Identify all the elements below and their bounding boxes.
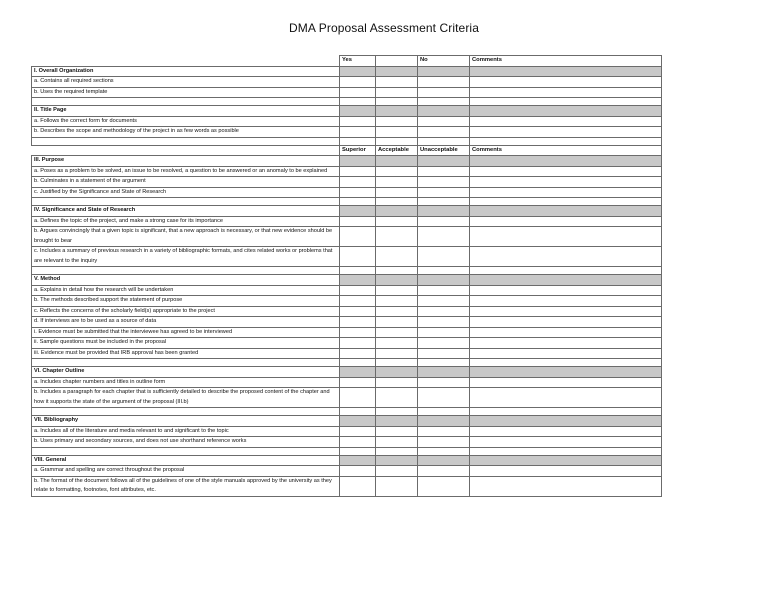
- rating-cell[interactable]: [376, 285, 418, 296]
- column-header: Comments: [470, 56, 662, 67]
- blank-cell: [418, 408, 470, 416]
- comment-cell[interactable]: [470, 166, 662, 177]
- rating-cell[interactable]: [418, 426, 470, 437]
- spacer-row: [32, 267, 662, 275]
- section-shaded-cell: [376, 416, 418, 427]
- criterion-row: [32, 338, 662, 349]
- rating-cell[interactable]: [340, 296, 376, 307]
- rating-cell[interactable]: [340, 437, 376, 448]
- rating-cell[interactable]: [376, 296, 418, 307]
- section-shaded-cell: [376, 156, 418, 167]
- spacer-row: [32, 198, 662, 206]
- section-shaded-cell: [470, 416, 662, 427]
- blank-cell: [376, 447, 418, 455]
- rating-cell[interactable]: [418, 116, 470, 127]
- criterion-text: b. Uses primary and secondary sources, and does not use shorthand reference works: [32, 437, 340, 448]
- section-shaded-cell: [340, 156, 376, 167]
- comment-cell[interactable]: [470, 285, 662, 296]
- section-title: VI. Chapter Outline: [32, 367, 340, 378]
- rating-cell[interactable]: [376, 187, 418, 198]
- rating-cell[interactable]: [340, 338, 376, 349]
- criterion-text: a. Defines the topic of the project, and make a strong case for its importance: [32, 216, 340, 227]
- rating-cell[interactable]: [340, 388, 376, 408]
- blank-cell: [470, 137, 662, 145]
- blank-cell: [418, 198, 470, 206]
- criterion-row: [32, 77, 662, 88]
- criterion-row: [32, 388, 662, 408]
- section-title: II. Title Page: [32, 106, 340, 117]
- comment-cell[interactable]: [470, 466, 662, 477]
- criterion-text: i. Evidence must be submitted that the interviewee has agreed to be interviewed: [32, 327, 340, 338]
- rating-cell[interactable]: [340, 87, 376, 98]
- rating-cell[interactable]: [376, 166, 418, 177]
- section-shaded-cell: [418, 416, 470, 427]
- column-header: Yes: [340, 56, 376, 67]
- rating-cell[interactable]: [340, 177, 376, 188]
- spacer-row: [32, 447, 662, 455]
- blank-cell: [470, 447, 662, 455]
- criterion-text: b. The methods described support the statement of purpose: [32, 296, 340, 307]
- section-shaded-cell: [340, 206, 376, 217]
- comment-cell[interactable]: [470, 227, 662, 247]
- rating-cell[interactable]: [418, 306, 470, 317]
- comment-cell[interactable]: [470, 348, 662, 359]
- comment-cell[interactable]: [470, 296, 662, 307]
- rating-cell[interactable]: [340, 377, 376, 388]
- criterion-row: [32, 166, 662, 177]
- rating-cell[interactable]: [418, 285, 470, 296]
- blank-cell: [340, 98, 376, 106]
- blank-cell: [32, 198, 340, 206]
- blank-cell: [418, 447, 470, 455]
- rating-cell[interactable]: [340, 77, 376, 88]
- criterion-row: [32, 348, 662, 359]
- criterion-text: a. Grammar and spelling are correct throughout the proposal: [32, 466, 340, 477]
- comment-cell[interactable]: [470, 216, 662, 227]
- criterion-text: a. Explains in detail how the research will be undertaken: [32, 285, 340, 296]
- criterion-row: [32, 285, 662, 296]
- rating-cell[interactable]: [418, 166, 470, 177]
- section-title: VIII. General: [32, 455, 340, 466]
- rating-cell[interactable]: [376, 116, 418, 127]
- criterion-text: a. Includes chapter numbers and titles in outline form: [32, 377, 340, 388]
- rating-cell[interactable]: [340, 476, 376, 496]
- criterion-text: a. Contains all required sections: [32, 77, 340, 88]
- section-shaded-cell: [470, 275, 662, 286]
- criterion-row: [32, 127, 662, 138]
- section-title: VII. Bibliography: [32, 416, 340, 427]
- blank-cell: [470, 267, 662, 275]
- blank-cell: [32, 359, 340, 367]
- section-title: IV. Significance and State of Research: [32, 206, 340, 217]
- rating-cell[interactable]: [418, 187, 470, 198]
- rating-cell[interactable]: [376, 87, 418, 98]
- rating-cell[interactable]: [376, 348, 418, 359]
- blank-cell: [32, 98, 340, 106]
- section-shaded-cell: [470, 206, 662, 217]
- rating-cell[interactable]: [418, 388, 470, 408]
- rating-cell[interactable]: [340, 426, 376, 437]
- section-shaded-cell: [470, 156, 662, 167]
- blank-cell: [470, 98, 662, 106]
- section-title: V. Method: [32, 275, 340, 286]
- header-blank-cell: [32, 145, 340, 156]
- section-title: I. Overall Organization: [32, 66, 340, 77]
- rating-cell[interactable]: [376, 77, 418, 88]
- rating-cell[interactable]: [340, 317, 376, 328]
- rating-cell[interactable]: [376, 327, 418, 338]
- criterion-row: [32, 116, 662, 127]
- criterion-row: [32, 437, 662, 448]
- criterion-row: [32, 216, 662, 227]
- rating-cell[interactable]: [340, 285, 376, 296]
- section-shaded-cell: [470, 106, 662, 117]
- rating-cell[interactable]: [340, 187, 376, 198]
- section-shaded-cell: [418, 367, 470, 378]
- comment-cell[interactable]: [470, 338, 662, 349]
- rating-cell[interactable]: [376, 247, 418, 267]
- comment-cell[interactable]: [470, 306, 662, 317]
- section-shaded-cell: [418, 275, 470, 286]
- section-shaded-cell: [418, 106, 470, 117]
- comment-cell[interactable]: [470, 247, 662, 267]
- criterion-text: c. Includes a summary of previous research in a variety of bibliographic formats, and cites related works or problems that are relevant to the inquiry: [32, 247, 340, 267]
- comment-cell[interactable]: [470, 437, 662, 448]
- criterion-row: [32, 476, 662, 496]
- blank-cell: [418, 137, 470, 145]
- rating-cell[interactable]: [418, 177, 470, 188]
- section-shaded-cell: [418, 455, 470, 466]
- rating-cell[interactable]: [376, 426, 418, 437]
- comment-cell[interactable]: [470, 177, 662, 188]
- criterion-text: ii. Sample questions must be included in the proposal: [32, 338, 340, 349]
- comment-cell[interactable]: [470, 187, 662, 198]
- rating-cell[interactable]: [418, 437, 470, 448]
- column-header: Acceptable: [376, 145, 418, 156]
- blank-cell: [376, 359, 418, 367]
- criterion-text: iii. Evidence must be provided that IRB approval has been granted: [32, 348, 340, 359]
- criterion-text: a. Poses as a problem to be solved, an issue to be resolved, a question to be answered or an anomaly to be explained: [32, 166, 340, 177]
- criterion-row: [32, 187, 662, 198]
- rating-cell[interactable]: [376, 317, 418, 328]
- rating-cell[interactable]: [340, 216, 376, 227]
- comment-cell[interactable]: [470, 127, 662, 138]
- rating-cell[interactable]: [376, 476, 418, 496]
- blank-cell: [376, 408, 418, 416]
- rating-cell[interactable]: [340, 116, 376, 127]
- section-shaded-cell: [340, 275, 376, 286]
- rating-cell[interactable]: [340, 466, 376, 477]
- criterion-row: [32, 177, 662, 188]
- section-shaded-cell: [340, 416, 376, 427]
- rating-cell[interactable]: [418, 87, 470, 98]
- comment-cell[interactable]: [470, 116, 662, 127]
- rating-cell[interactable]: [418, 338, 470, 349]
- rating-cell[interactable]: [418, 247, 470, 267]
- criterion-row: [32, 377, 662, 388]
- rating-cell[interactable]: [376, 216, 418, 227]
- comment-cell[interactable]: [470, 476, 662, 496]
- comment-cell[interactable]: [470, 426, 662, 437]
- section-shaded-cell: [340, 66, 376, 77]
- blank-cell: [376, 98, 418, 106]
- rating-cell[interactable]: [376, 466, 418, 477]
- rating-cell[interactable]: [340, 227, 376, 247]
- criterion-text: b. Uses the required template: [32, 87, 340, 98]
- blank-cell: [32, 267, 340, 275]
- comment-cell[interactable]: [470, 377, 662, 388]
- rating-cell[interactable]: [418, 77, 470, 88]
- blank-cell: [340, 267, 376, 275]
- criterion-row: [32, 306, 662, 317]
- criterion-row: [32, 87, 662, 98]
- blank-cell: [470, 359, 662, 367]
- rating-cell[interactable]: [376, 227, 418, 247]
- section-header-row: [32, 66, 662, 77]
- rating-cell[interactable]: [340, 348, 376, 359]
- rating-cell[interactable]: [376, 306, 418, 317]
- rating-cell[interactable]: [418, 476, 470, 496]
- column-header: Superior: [340, 145, 376, 156]
- criterion-row: [32, 327, 662, 338]
- section-header-row: [32, 416, 662, 427]
- blank-cell: [340, 137, 376, 145]
- criterion-row: [32, 247, 662, 267]
- section-shaded-cell: [418, 206, 470, 217]
- criterion-text: b. The format of the document follows all of the guidelines of one of the style manuals approved by the university as they relate to formatting, footnotes, font attributes, etc.: [32, 476, 340, 496]
- blank-cell: [470, 198, 662, 206]
- criterion-row: [32, 296, 662, 307]
- blank-cell: [418, 359, 470, 367]
- blank-cell: [418, 98, 470, 106]
- section-shaded-cell: [470, 66, 662, 77]
- rating-cell[interactable]: [418, 317, 470, 328]
- criterion-text: c. Justified by the Significance and State of Research: [32, 187, 340, 198]
- spacer-row: [32, 359, 662, 367]
- section-shaded-cell: [470, 367, 662, 378]
- column-header-row: [32, 145, 662, 156]
- section-header-row: [32, 367, 662, 378]
- blank-cell: [32, 447, 340, 455]
- rating-cell[interactable]: [376, 388, 418, 408]
- blank-cell: [340, 359, 376, 367]
- section-shaded-cell: [340, 367, 376, 378]
- rating-cell[interactable]: [418, 377, 470, 388]
- rating-cell[interactable]: [340, 127, 376, 138]
- column-header: Unacceptable: [418, 145, 470, 156]
- comment-cell[interactable]: [470, 327, 662, 338]
- assessment-table: [31, 55, 662, 497]
- blank-cell: [32, 137, 340, 145]
- rating-cell[interactable]: [340, 327, 376, 338]
- section-shaded-cell: [418, 66, 470, 77]
- rating-cell[interactable]: [376, 177, 418, 188]
- criterion-text: a. Includes all of the literature and media relevant to and significant to the topic: [32, 426, 340, 437]
- blank-cell: [340, 447, 376, 455]
- column-header: [376, 56, 418, 67]
- rating-cell[interactable]: [376, 127, 418, 138]
- section-shaded-cell: [340, 106, 376, 117]
- section-shaded-cell: [376, 66, 418, 77]
- criterion-row: [32, 317, 662, 328]
- section-header-row: [32, 156, 662, 167]
- spacer-row: [32, 408, 662, 416]
- column-header-row: [32, 56, 662, 67]
- blank-cell: [418, 267, 470, 275]
- section-header-row: [32, 206, 662, 217]
- rating-cell[interactable]: [340, 247, 376, 267]
- criterion-row: [32, 426, 662, 437]
- criterion-text: d. If interviews are to be used as a source of data: [32, 317, 340, 328]
- section-shaded-cell: [418, 156, 470, 167]
- rating-cell[interactable]: [376, 437, 418, 448]
- blank-cell: [340, 198, 376, 206]
- section-shaded-cell: [376, 455, 418, 466]
- criterion-text: a. Follows the correct form for documents: [32, 116, 340, 127]
- section-shaded-cell: [376, 206, 418, 217]
- column-header: Comments: [470, 145, 662, 156]
- page-title: DMA Proposal Assessment Criteria: [289, 21, 479, 35]
- blank-cell: [376, 137, 418, 145]
- rating-cell[interactable]: [418, 227, 470, 247]
- criterion-text: b. Culminates in a statement of the argument: [32, 177, 340, 188]
- blank-cell: [32, 408, 340, 416]
- column-header: No: [418, 56, 470, 67]
- rating-cell[interactable]: [418, 216, 470, 227]
- spacer-row: [32, 98, 662, 106]
- comment-cell[interactable]: [470, 77, 662, 88]
- criterion-text: b. Describes the scope and methodology of the project in as few words as possible: [32, 127, 340, 138]
- section-shaded-cell: [376, 275, 418, 286]
- blank-cell: [340, 408, 376, 416]
- rating-cell[interactable]: [418, 296, 470, 307]
- comment-cell[interactable]: [470, 388, 662, 408]
- criterion-text: b. Includes a paragraph for each chapter that is sufficiently detailed to describe the proposed content of the chapter and how it supports the state of the argument of the proposal (III.b): [32, 388, 340, 408]
- rating-cell[interactable]: [340, 166, 376, 177]
- rating-cell[interactable]: [418, 348, 470, 359]
- criterion-text: b. Argues convincingly that a given topic is significant, that a new approach is necessary, or that new evidence should be brought to bear: [32, 227, 340, 247]
- section-header-row: [32, 455, 662, 466]
- section-shaded-cell: [470, 455, 662, 466]
- blank-cell: [376, 267, 418, 275]
- rating-cell[interactable]: [418, 466, 470, 477]
- criterion-row: [32, 227, 662, 247]
- blank-cell: [376, 198, 418, 206]
- rating-cell[interactable]: [376, 338, 418, 349]
- rating-cell[interactable]: [376, 377, 418, 388]
- section-header-row: [32, 106, 662, 117]
- rating-cell[interactable]: [418, 127, 470, 138]
- blank-cell: [470, 408, 662, 416]
- section-shaded-cell: [376, 106, 418, 117]
- criterion-text: c. Reflects the concerns of the scholarly field(s) appropriate to the project: [32, 306, 340, 317]
- criterion-row: [32, 466, 662, 477]
- spacer-row: [32, 137, 662, 145]
- comment-cell[interactable]: [470, 317, 662, 328]
- section-title: III. Purpose: [32, 156, 340, 167]
- rating-cell[interactable]: [340, 306, 376, 317]
- header-blank-cell: [32, 56, 340, 67]
- section-shaded-cell: [340, 455, 376, 466]
- rating-cell[interactable]: [418, 327, 470, 338]
- comment-cell[interactable]: [470, 87, 662, 98]
- section-header-row: [32, 275, 662, 286]
- section-shaded-cell: [376, 367, 418, 378]
